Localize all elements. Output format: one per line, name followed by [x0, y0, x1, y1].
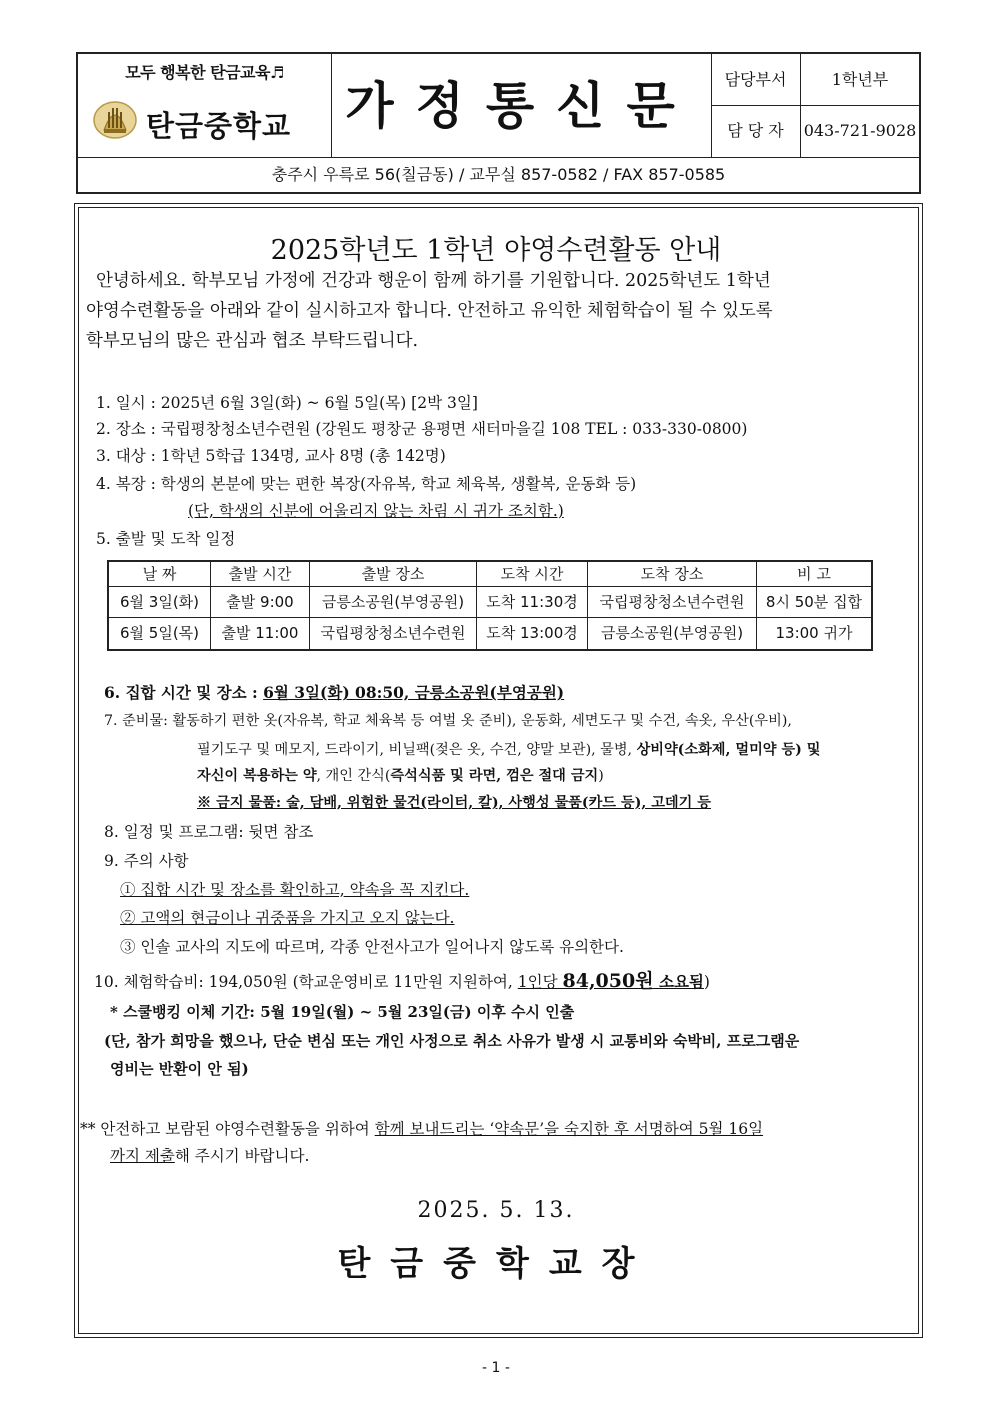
item-fee [94, 966, 710, 993]
table-header-cell: 비 고 [757, 562, 871, 587]
issue-date: 2025. 5. 13. [417, 1198, 575, 1223]
table-cell: 금릉소공원(부영공원) [310, 587, 477, 618]
school-address: 충주시 우륵로 56(칠금동) / 교무실 857-0582 / FAX 857-0585 [271, 165, 726, 184]
page-number: - 1 - [482, 1360, 510, 1376]
table-header-cell: 출발 시간 [211, 562, 310, 587]
newsletter-title: 가정통신문 [331, 54, 712, 157]
item-place: 2. 장소 : 국립평창청소년수련원 (강원도 평창군 용평면 새터마을길 108 TEL : 033-330-0800) [96, 420, 748, 438]
closing-request-cont [110, 1144, 309, 1166]
greeting-line: 학부모님의 많은 관심과 협조 부탁드립니다. [86, 331, 419, 351]
school-name: 탄금중학교 [146, 109, 292, 143]
table-cell: 6월 5일(목) [109, 618, 211, 649]
greeting-line: 안녕하세요. 학부모님 가정에 건강과 행운이 함께 하기를 기원합니다. 2025학년도 1학년 [96, 271, 771, 291]
table-header-cell: 날 짜 [109, 562, 211, 587]
gathering-value: 6월 3일(화) 08:50, 금릉소공원(부영공원) [263, 683, 565, 702]
item-dress: 4. 복장 : 학생의 본분에 맞는 편한 복장(자유복, 학교 체육복, 생활복, 운동화 등) [96, 475, 637, 493]
table-header-cell: 도착 시간 [477, 562, 588, 587]
item-cautions: 9. 주의 사항 [104, 852, 189, 870]
caution-1: ① 집합 시간 및 장소를 확인하고, 약속을 꼭 지킨다. [120, 881, 470, 899]
table-cell: 8시 50분 집합 [757, 587, 871, 618]
table-cell: 6월 3일(화) [109, 587, 211, 618]
supplies-snack: , 개인 간식( [316, 768, 391, 784]
principal-signature: 탄금중학교장 [337, 1244, 655, 1284]
dept-row [711, 54, 919, 106]
table-cell: 국립평창청소년수련원 [310, 618, 477, 649]
table-cell: 도착 13:00경 [477, 618, 588, 649]
refund-note: (단, 참가 희망을 했으나, 단순 변심 또는 개인 사정으로 취소 사유가 발생 시 교통비와 숙박비, 프로그램운 [104, 1032, 800, 1050]
gathering-label: 6. 집합 시간 및 장소 : [104, 683, 264, 702]
item-date: 1. 일시 : 2025년 6월 3일(화) ~ 6월 5일(목) [2박 3일] [96, 394, 478, 412]
document-title: 2025학년도 1학년 야영수련활동 안내 [270, 235, 722, 266]
table-cell: 출발 9:00 [211, 587, 310, 618]
supplies-close: ) [598, 768, 604, 784]
forbidden-items: ※ 금지 물품: 술, 담배, 위험한 물건(라이터, 칼), 사행성 물품(카드 등), 고데기 등 [197, 795, 711, 811]
greeting-paragraph [86, 266, 916, 356]
schedule-table [107, 560, 873, 651]
contact-phone: 043-721-9028 [803, 121, 917, 140]
closing-end: 해 주시기 바랍니다. [174, 1147, 310, 1165]
table-cell: 도착 11:30경 [477, 587, 588, 618]
contact-label: 담 당 자 [711, 105, 801, 157]
caution-2: ② 고액의 현금이나 귀중품을 가지고 오지 않는다. [120, 909, 455, 927]
table-cell: 13:00 귀가 [775, 624, 853, 642]
table-cell: 금릉소공원(부영공원) [588, 618, 757, 649]
supplies-own-medicine: 자신이 복용하는 약 [197, 768, 317, 784]
table-cell: 출발 11:00 [211, 618, 310, 649]
item-program: 8. 일정 및 프로그램: 뒷면 참조 [104, 823, 314, 841]
supplies-text: 필기도구 및 메모지, 드라이기, 비닐팩(젖은 옷, 수건, 양말 보관), 물병, [197, 742, 637, 758]
header-top-row [78, 54, 919, 158]
fee-required: 소요됨 [653, 972, 704, 991]
dept-value: 1학년부 [831, 70, 889, 89]
item-supplies-line2 [197, 739, 821, 759]
table-cell: 국립평창청소년수련원 [588, 587, 757, 618]
supplies-banned-food: 즉석식품 및 라면, 껌은 절대 금지 [390, 768, 599, 784]
item-supplies: 7. 준비물: 활동하기 편한 옷(자유복, 학교 체육복 등 여벌 옷 준비), 운동화, 세면도구 및 수건, 속옷, 우산(우비), [104, 713, 792, 729]
school-brand [78, 54, 332, 157]
fee-text: 10. 체험학습비: 194,050원 (학교운영비로 11만원 지원하여, [94, 973, 518, 991]
closing-text: ** 안전하고 보람된 야영수련활동을 위하여 [80, 1120, 375, 1138]
closing-pledge: 함께 보내드리는 ‘약속문’을 숙지한 후 서명하여 5월 16일 [374, 1120, 764, 1138]
greeting-line: 야영수련활동을 아래와 같이 실시하고자 합니다. 안전하고 유익한 체험학습이 될 수 있도록 [86, 301, 773, 321]
supplies-medicine: 상비약(소화제, 멀미약 등) 및 [636, 742, 821, 758]
item-dress-note: (단, 학생의 신분에 어울리지 않는 차림 시 귀가 조치함.) [188, 502, 564, 520]
caution-3: ③ 인솔 교사의 지도에 따르며, 각종 안전사고가 일어나지 않도록 유의한다. [120, 938, 624, 956]
item-gathering [104, 681, 564, 703]
item-supplies-line3 [197, 765, 604, 785]
refund-note-cont: 영비는 반환이 안 됨) [110, 1060, 249, 1078]
closing-request [80, 1117, 763, 1139]
fee-per-person-label: 1인당 [517, 973, 563, 991]
school-emblem-icon [92, 96, 138, 142]
bank-transfer-period: * 스쿨뱅킹 이체 기간: 5월 19일(월) ~ 5월 23일(금) 이후 수시 인출 [110, 1003, 575, 1021]
fee-per-person-amount: 84,050원 [562, 970, 654, 992]
contact-table [711, 54, 919, 157]
letter-header [76, 52, 921, 194]
item-schedule-heading: 5. 출발 및 도착 일정 [96, 530, 236, 548]
dept-label: 담당부서 [711, 54, 801, 105]
closing-deadline: 까지 제출 [110, 1147, 175, 1165]
table-header-cell: 출발 장소 [310, 562, 477, 587]
fee-close: ) [703, 973, 710, 991]
item-target: 3. 대상 : 1학년 5학급 134명, 교사 8명 (총 142명) [96, 447, 446, 465]
school-slogan: 모두 행복한 탄금교육♬ [125, 63, 284, 82]
contact-row [711, 105, 919, 157]
table-header-cell: 도착 장소 [588, 562, 757, 587]
